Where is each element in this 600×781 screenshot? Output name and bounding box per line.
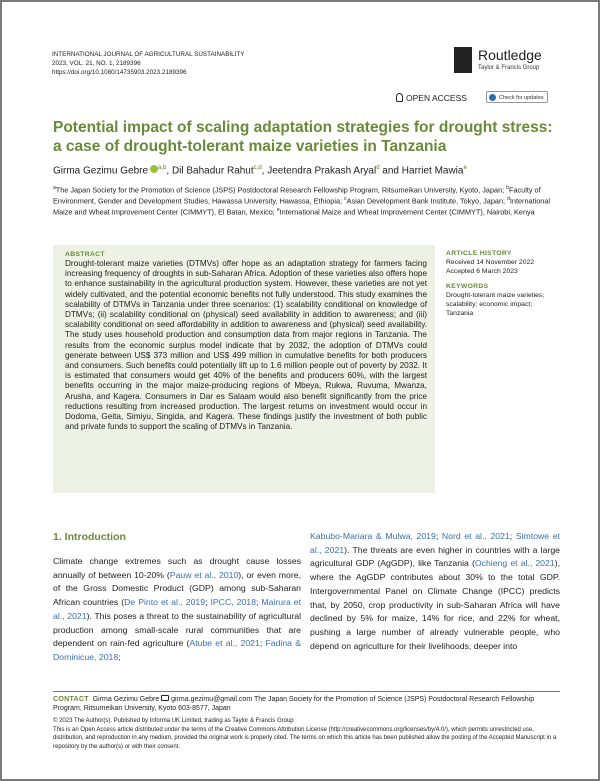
- citation-link[interactable]: Simtowe et al., 2021: [310, 531, 560, 555]
- citation-link[interactable]: Atube et al., 2021: [189, 638, 260, 649]
- citation-link[interactable]: Mairura et al., 2021: [53, 597, 301, 621]
- footer-divider: [53, 691, 560, 692]
- abstract-text: Drought-tolerant maize varieties (DTMVs) offer hope as an adaptation strategy for farmers facing increasing frequency of droughts in sub-Saharan Africa. Adoption of these varieties also offers hope to enhance sustainability in the agricultural production system. However, these varieties are not yet widely cultivated, and the potential economic benefits not fully understood. This study examines the scalability of DTMVs in Tanzania under three scenarios: (1) scalability conditional on knowledge of DTMVs; (ii) scalability conditional on (physical) seed availability in addition to awareness; and (iii) scalability conditional on seed affordability in addition to awareness and (physical) seed availability. The study uses household production and consumption data from major regions in Tanzania. The results from the economic surplus model indicate that by 2032, the adoption of DTMVs could generate between US$ 373 million and US$ 499 million in cumulative benefits for both producers and consumers. Such benefits could potentially lift up to 1.6 million people out of poverty by 2032. It is estimated that consumers would get 40% of the benefits and producers 60%, with the largest benefits occurring in the major maize-producing regions of Mbeya, Rukwa, Ruvuma, Mwanza, Arusha, and Kagera. Consumers in Dar es Salaam would also benefit significantly from the price reductions resulting from increased production. The largest returns on investment would occur in Dodoma, Geita, Simiyu, Singida, and Kagera. These findings justify the investment of both public and private funds to support the scaling of DTMVs in Tanzania.: [65, 259, 427, 432]
- article-title: Potential impact of scaling adaptation strategies for drought stress: a case of drought-tolerant maize varieties in Tanzania: [53, 119, 553, 155]
- section-heading-introduction: 1. Introduction: [53, 531, 126, 543]
- open-lock-icon: [396, 93, 403, 102]
- citation-link[interactable]: IPCC, 2018: [210, 597, 256, 608]
- abstract-heading: ABSTRACT: [65, 251, 105, 258]
- contact-label: CONTACT: [53, 696, 89, 703]
- contact-note: [53, 695, 560, 714]
- received-date: Received 14 November 2022: [446, 259, 535, 266]
- publisher-logo: [454, 45, 564, 75]
- copyright-line: © 2023 The Author(s). Published by Informa UK Limited, trading as Taylor & Francis Group: [53, 718, 294, 724]
- publisher-subname: Taylor & Francis Group: [478, 65, 540, 71]
- license-url[interactable]: http://creativecommons.org/licenses/by/4.0/: [330, 726, 446, 733]
- citation-link[interactable]: Fadina & Dominicue, 2018: [53, 638, 302, 662]
- affiliations: $^a$The Japan Society for the Promotion of Science (JSPS) Postdoctoral Research Fellowship Program, Ritsumeikan University, Kyoto, Japan; $^b$Faculty of Environment, Gender and Development Studies, Hawassa University, Hawassa, Ethiopia; $^c$Asian Development Bank Institute, Tokyo, Japan; $^d$International Maize and Wheat Improvement Center (CIMMYT), El Batan, Mexico; $^e$International Maize and Wheat Improvement Center (CIMMYT), Nairobi, Kenya: [53, 185, 551, 217]
- citation-link[interactable]: Kabubo-Mariara & Mulwa, 2019: [310, 531, 436, 541]
- check-updates-button[interactable]: [486, 91, 548, 103]
- author-affil-sup: c,d: [253, 165, 262, 171]
- journal-info: [52, 50, 244, 77]
- license-note: [53, 717, 560, 751]
- contact-address: The Japan Society for the Promotion of Science (JSPS) Postdoctoral Research Fellowship Program, Ritsumeikan University, Kyoto 603-8577, Japan: [53, 696, 535, 713]
- citation-link[interactable]: Ochieng et al., 2021: [474, 558, 555, 569]
- author-name: Dil Bahadur Rahut: [171, 165, 254, 177]
- author-name: Jeetendra Prakash Aryal: [267, 165, 377, 177]
- author-name: Girma Gezimu Gebre: [53, 165, 149, 177]
- intro-column-left: Climate change extremes such as drought cause losses annually of between 10-20% (Pauw et al., 2010), or even more, of the Gross Domestic Product (GDP) among sub-Saharan African countries (De Pinto et al., 2019; IPCC, 2018; Mairura et al., 2021). This poses a threat to the sustainability of agricultural production among small-scale rural communities that are dependent on rain-fed agriculture (Atube et al., 2021; Fadina & Dominicue, 2018;: [53, 556, 302, 662]
- open-access-label: OPEN ACCESS: [406, 93, 467, 103]
- open-access-badge: [396, 93, 467, 103]
- author-affil-sup: d: [376, 165, 380, 171]
- author-affil-sup: e: [463, 165, 467, 171]
- publisher-name: Routledge: [478, 47, 542, 63]
- author-name: Harriet Mawia: [401, 165, 464, 177]
- citation-link[interactable]: De Pinto et al., 2019: [124, 597, 206, 608]
- article-page: [2, 2, 598, 779]
- accepted-date: Accepted 6 March 2023: [446, 268, 518, 275]
- routledge-logo-icon: [454, 47, 472, 73]
- article-history-heading: ARTICLE HISTORY: [446, 250, 512, 257]
- contact-email[interactable]: girma.gezimu@gmail.com: [171, 696, 253, 703]
- license-text: This is an Open Access article distributed under the terms of the Creative Commons Attribution License (http://creativecommons.org/licenses/by/4.0/), which permits unrestricted use, distribution, and reproduction in any medium, provided the original work is properly cited. The terms on which this article has been published allow the posting of the Accepted Manuscript in a repository by the author(s) or with their consent.: [53, 726, 557, 750]
- article-sidebar: [446, 249, 556, 318]
- author-list: Girma Gezimu Gebre $^{a,b}$, Dil Bahadur Rahut$^{c,d}$, Jeetendra Prakash Aryal$^d$ and Harriet Mawia$^e$: [53, 165, 467, 177]
- check-updates-label: Check for updates: [499, 95, 544, 101]
- journal-volume: 2023, VOL. 21, NO. 1, 2189396: [52, 60, 141, 67]
- author-affil-sup: a,b: [158, 165, 167, 171]
- citation-link[interactable]: Nord et al., 2021: [441, 531, 510, 541]
- journal-doi[interactable]: https://doi.org/10.1080/14735903.2023.2189396: [52, 69, 187, 76]
- citation-link[interactable]: Pauw et al., 2010: [169, 569, 239, 580]
- check-updates-icon: [489, 94, 496, 101]
- keywords-heading: KEYWORDS: [446, 283, 489, 290]
- email-icon: [161, 695, 169, 701]
- journal-name: INTERNATIONAL JOURNAL OF AGRICULTURAL SUSTAINABILITY: [52, 51, 245, 58]
- keywords-text: Drought-tolerant maize varieties; scalability; economic impact; Tanzania: [446, 292, 545, 317]
- orcid-icon[interactable]: [150, 165, 158, 173]
- contact-name: Girma Gezimu Gebre: [92, 696, 160, 703]
- intro-column-right: Kabubo-Mariara & Mulwa, 2019; Nord et al., 2021; Simtowe et al., 2021). The threats are even higher in countries with a large agricultural GDP (AgGDP), like Tanzania (Ochieng et al., 2021), where the AgGDP contributes about 30% to the total GDP. Intergovernmental Panel on Climate Change (IPCC) predicts that, by 2050, crop productivity in sub-Saharan Africa will have declined by 5% for maize, 14% for rice, and 22% for wheat, pushing a large number of already vulnerable people, who depend on agriculture for their livelihoods, deeper into: [310, 531, 560, 651]
